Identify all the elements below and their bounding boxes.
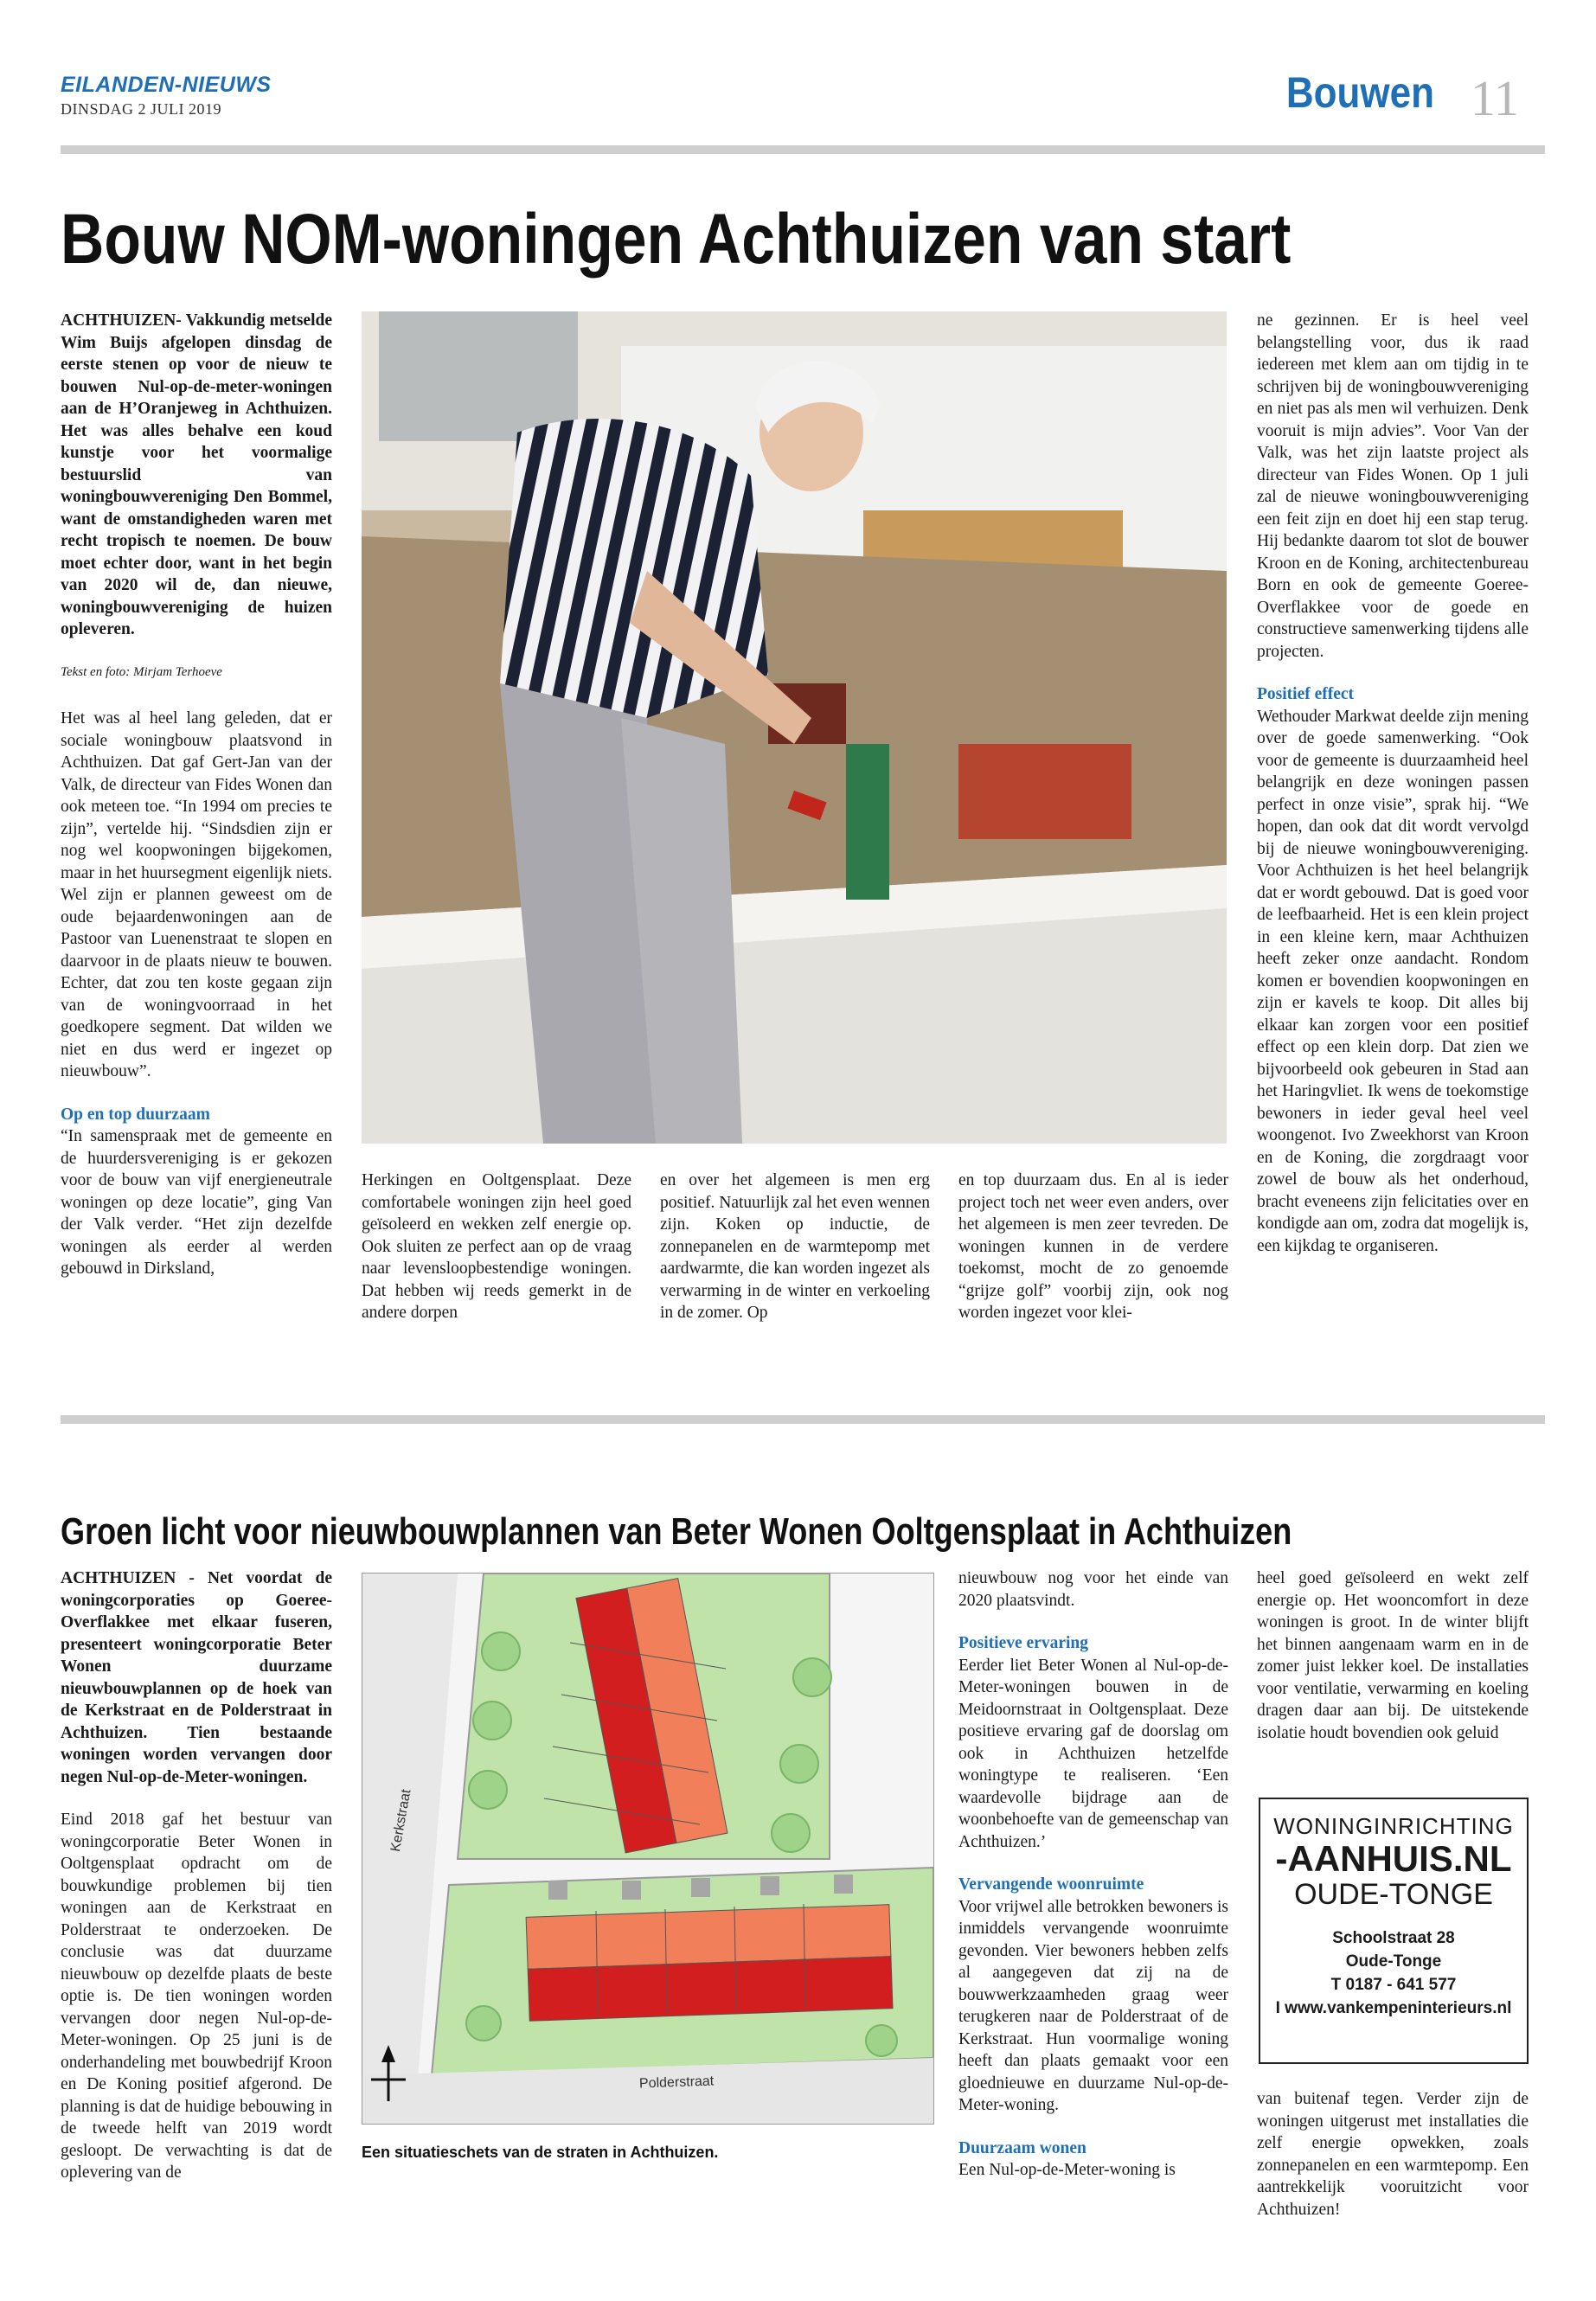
article2-column-4-bottom [1257,2088,1529,2241]
article2-paragraph: Een Nul-op-de-Meter-woning is [958,2161,1176,2179]
article1-column-3 [660,1170,930,1345]
article-headline: Bouw NOM-woningen Achthuizen van start [61,200,1292,279]
row-houses-south [526,1904,893,2021]
subhead-op-en-top: Op en top duurzaam [61,1105,210,1124]
article1-lead: ACHTHUIZEN- Vakkundig metselde Wim Buijs afgelopen dinsdag de eerste stenen op voor de nieuw te bouwen Nul-op-de-meter-woningen aan de H’Oranjeweg in Achthuizen. Het was alles behalve een koud kunstje voor het voormalige bestuurslid van woningbouwvereniging Den Bommel, want de omstandigheden waren met recht tropisch te noemen. De bouw moet echter door, want in het begin van 2020 wil de, dan nieuwe, woningbouwvereniging de huizen opleveren. [61,311,332,638]
article1-column-1 [61,310,332,1301]
article2-paragraph: Voor vrijwel alle betrokken bewoners is inmiddels vervangende woonruimte gevonden. Vier bewoners hebben zelfs al aangegeven dat zij na de bouwwerkzaamheden graag weer terugkeren naar de Polderstraat of de Kerkstraat. Hun voormalige woning heeft dan plaats gemaakt voor een gloednieuwe en duurzame Nul-op-de-Meter-woning. [958,1897,1228,2114]
masthead: EILANDEN-NIEUWS [61,73,272,97]
article2-column-4-top [1257,1567,1529,1765]
article1-paragraph: Herkingen en Ooltgensplaat. Deze comfortabele woningen zijn heel goed geïsoleerd en wekken zelf energie op. Ook sluiten ze perfect aan op de vraag naar levensloopbestendige woningen. Dat hebben wij reeds gemerkt in de andere dorpen [362,1171,631,1322]
article-divider [61,1415,1545,1424]
article2-lead: ACHTHUIZEN - Net voordat de woningcorporaties op Goeree-Overflakkee met elkaar fuseren, presenteert woningcorporatie Beter Wonen duurzame nieuwbouwplannen op de hoek van de Kerkstraat en de Polderstraat in Achthuizen. Tien bestaande woningen worden vervangen door negen Nul-op-de-Meter-woningen. [61,1569,332,1786]
ad-brand: -AANHUIS.NL [1275,1838,1512,1879]
article1-column-5 [1257,310,1529,1278]
subhead-duurzaam-wonen: Duurzaam wonen [958,2138,1086,2157]
street-label-polderstraat: Polderstraat [638,2073,715,2092]
article-photo [362,311,1227,1144]
section-title: Bouwen [1285,68,1434,117]
article2-paragraph: Eerder liet Beter Wonen al Nul-op-de-Meter-woningen bouwen in de Meidoornstraat in Ooltgensplaat. Deze positieve ervaring gaf de doorslag om ook in Achthuizen hetzelfde woningtype te realiseren. ‘Een waardevolle bijdrage aan de woonbehoefte van de gemeenschap van Achthuizen.’ [958,1656,1228,1851]
header-rule [61,145,1545,154]
subhead-vervangende-woonruimte: Vervangende woonruimte [958,1875,1144,1894]
street-label-kerkstraat: Kerkstraat [388,1788,414,1853]
article1-paragraph: Het was al heel lang geleden, dat er sociale woningbouw plaatsvond in Achthuizen. Dat gaf Gert-Jan van der Valk, de directeur van Fides Wonen dan ook meteen toe. “In 1994 om precies te zijn”, vertelde hij. “Sindsdien zijn er nog wel koopwoningen bijgekomen, maar in het huursegment eigenlijk niets. Wel zijn er plannen geweest om de oude bejaardenwoningen aan de Pastoor van Luenenstraat te slopen en daarvoor in de plaats nieuw te bouwen. Echter, dat zou ten koste gegaan zijn van de woningvoorraad in het goedkopere segment. Dat wilden we niet en dus werd er ingezet op nieuwbouw”. [61,709,332,1080]
site-plan-drawing [362,1574,933,2124]
ad-website-link[interactable]: I www.vankempeninterieurs.nl [1275,1999,1512,2017]
article2-paragraph: van buitenaf tegen. Verder zijn de woningen uitgerust met installaties die zelf energie opwekken, zoals zonnepanelen en een warmtepomp. Een aantrekkelijk vooruitzicht voor Achthuizen! [1257,2090,1529,2219]
advertisement[interactable] [1259,1798,1529,2064]
article1-paragraph: en top duurzaam dus. En al is ieder project toch net weer even anders, over het algemeen is men zeer tevreden. De woningen kunnen in de verdere toekomst, mocht de zo genoemde “grijze golf” voorbij zijn, ook nog worden ingezet voor klei- [958,1171,1228,1322]
map-caption: Een situatieschets van de straten in Achthuizen. [362,2144,719,2161]
subhead-positieve-ervaring: Positieve ervaring [958,1634,1088,1652]
article2-paragraph: nieuwbouw nog voor het einde van 2020 plaatsvindt. [958,1569,1228,1610]
ad-line-1: WONINGINRICHTING [1273,1813,1514,1839]
page-number: 11 [1471,70,1519,126]
ad-line-3: OUDE-TONGE [1294,1878,1493,1911]
ad-phone: T 0187 - 641 577 [1330,1976,1457,1994]
photo-illustration [362,311,1227,1144]
article1-column-2 [362,1170,631,1345]
site-plan-map [362,1573,934,2125]
subhead-positief-effect: Positief effect [1257,685,1355,703]
issue-date: DINSDAG 2 JULI 2019 [61,100,221,118]
article1-paragraph: “In samenspraak met de gemeente en de huurdersvereniging is er gekozen voor de bouw van vijf energieneutrale woningen op deze locatie”, ging Van der Valk verder. “Het zijn dezelfde woningen als eerder al werden gebouwd in Dirksland, [61,1127,332,1278]
photo-credit: Tekst en foto: Mirjam Terhoeve [61,664,222,679]
article2-headline: Groen licht voor nieuwbouwplannen van Beter Wonen Ooltgensplaat in Achthuizen [61,1510,1292,1553]
article2-paragraph: heel goed geïsoleerd en wekt zelf energie op. Het wooncomfort in deze woningen is groot. In de winter blijft het binnen aangenaam warm en in de zomer juist lekker koel. De installaties voor ventilatie, verwarming en koeling dragen daar aan bij. De uitstekende isolatie houdt bovendien ook geluid [1257,1569,1529,1742]
article1-paragraph: ne gezinnen. Er is heel veel belangstelling voor, dus ik raad iedereen met klem aan om tijdig in te schrijven bij de woningbouwvereniging en niet pas als men wil verhuizen. Denk vooruit is mijn advies”. Voor Van der Valk, was het zijn laatste project als directeur van Fides Wonen. Op 1 juli zal de nieuwe woningbouwvereniging een feit zijn en doet hij een stap terug. Hij bedankte daarom tot slot de bouwer Kroon en de Koning, architectenbureau Born en ook de gemeente Goeree-Overflakkee voor de goede en constructieve samenwerking tijdens alle projecten. [1257,311,1529,661]
article2-paragraph: Eind 2018 gaf het bestuur van woningcorporatie Beter Wonen in Ooltgensplaat opdracht om de bouwkundige problemen bij tien woningen aan de Kerkstraat en Polderstraat te onderzoeken. De conclusie was dat duurzame nieuwbouw op dezelfde plaats de beste optie is. De tien woningen worden vervangen door negen Nul-op-de-Meter-woningen. Op 25 juni is de onderhandeling met bouwbedrijf Kroon en De Koning positief afgerond. De planning is dat de huidige bebouwing in de tweede helft van 2019 wordt gesloopt. De verwachting is dat de oplevering van de [61,1811,332,2182]
article1-column-4 [958,1170,1228,1345]
article1-paragraph: en over het algemeen is men erg positief. Natuurlijk zal het even wennen zijn. Koken op inductie, de zonnepanelen en de warmtepomp met aardwarmte, die kan worden ingezet als verwarming in de winter en verkoeling in de zomer. Op [660,1171,930,1322]
ad-address: Schoolstraat 28 [1332,1929,1455,1947]
article2-column-3 [958,1567,1228,2202]
article2-column-1 [61,1567,332,2205]
article1-paragraph: Wethouder Markwat deelde zijn mening over de goede samenwerking. “Ook voor de gemeente is duurzaamheid heel belangrijk en deze woningen passen perfect in onze visie”, sprak hij. “We hopen, dan ook dat dit wordt vervolgd bij de nieuwe woningbouwvereniging. Voor Achthuizen is het heel belangrijk dat er wordt gebouwd. Dat is goed voor de leefbaarheid. Het is een klein project in een kleine kern, maar Achthuizen heeft zeker onze aandacht. Rondom komen er bovendien koopwoningen en zijn er kavels te koop. Dit alles bij elkaar kan zorgen voor een positief effect op een klein dorp. Dat zien we bijvoorbeeld ook gebeuren in Stad aan het Haringvliet. Ik wens de toekomstige bewoners in ieder geval heel veel woongenot. Ivo Zweekhorst van Kroon en de Koning, die zorgdraagt voor zowel de bouw als het onderhoud, bracht eveneens zijn felicitaties over en kondigde aan om, zodra dat mogelijk is, een kijkdag te organiseren. [1257,707,1529,1255]
ad-city: Oude-Tonge [1345,1952,1442,1971]
